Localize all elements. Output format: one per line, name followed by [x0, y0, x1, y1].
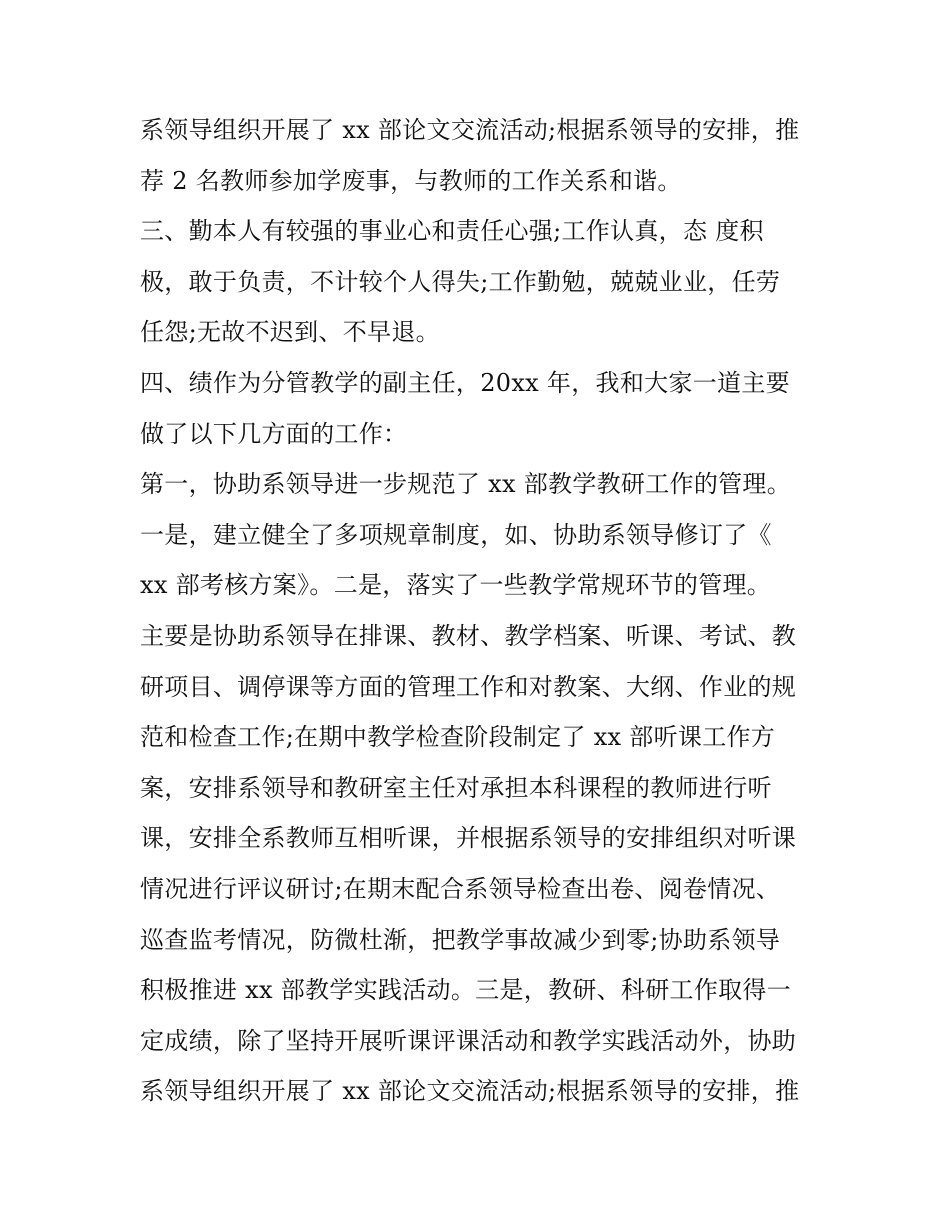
text-line: 荐 2 名教师参加学废事，与教师的工作关系和谐。 — [140, 166, 682, 195]
text-line: 系领导组织开展了 xx 部论文交流活动;根据系领导的安排，推 — [140, 116, 800, 144]
text-line: 案，安排系领导和教研室主任对承担本科课程的教师进行听 — [140, 773, 772, 802]
text-line: 任怨;无故不迟到、不早退。 — [140, 318, 440, 347]
text-line: 研项目、调停课等方面的管理工作和对教案、大纲、作业的规 — [140, 672, 797, 701]
text-line: 主要是协助系领导在排课、教材、教学档案、听课、考试、教 — [140, 621, 797, 650]
text-line: 巡查监考情况，防微杜渐，把教学事故减少到零;协助系领导 — [140, 925, 781, 954]
text-line: 三、勤本人有较强的事业心和责任心强;工作认真，态 度积 — [140, 217, 764, 246]
text-line: 系领导组织开展了 xx 部论文交流活动;根据系领导的安排，推 — [140, 1077, 800, 1106]
text-line: 课，安排全系教师互相听课，并根据系领导的安排组织对听课 — [140, 824, 797, 853]
text-line: 四、绩作为分管教学的副主任，20xx 年，我和大家一道主要 — [140, 368, 790, 397]
text-line: 一是，建立健全了多项规章制度，如、协助系领导修订了《 — [140, 520, 772, 549]
document-body — [140, 105, 840, 1117]
text-line: 情况进行评议研讨;在期末配合系领导检查出卷、阅卷情况、 — [140, 874, 781, 903]
text-line: 范和检查工作;在期中教学检查阶段制定了 xx 部听课工作方 — [140, 723, 776, 752]
text-line: 定成绩，除了坚持开展听课评课活动和教学实践活动外，协助 — [140, 1026, 797, 1055]
text-line: 做了以下几方面的工作： — [140, 419, 408, 448]
text-line: 极，敢于负责，不计较个人得失;工作勤勉，兢兢业业，任劳 — [140, 267, 781, 296]
text-line: 第一，协助系领导进一步规范了 xx 部教学教研工作的管理。 — [140, 470, 792, 499]
text-line: xx 部考核方案》。二是，落实了一些教学常规环节的管理。 — [140, 571, 772, 600]
text-line: 积极推进 xx 部教学实践活动。三是，教研、科研工作取得一 — [140, 976, 792, 1005]
